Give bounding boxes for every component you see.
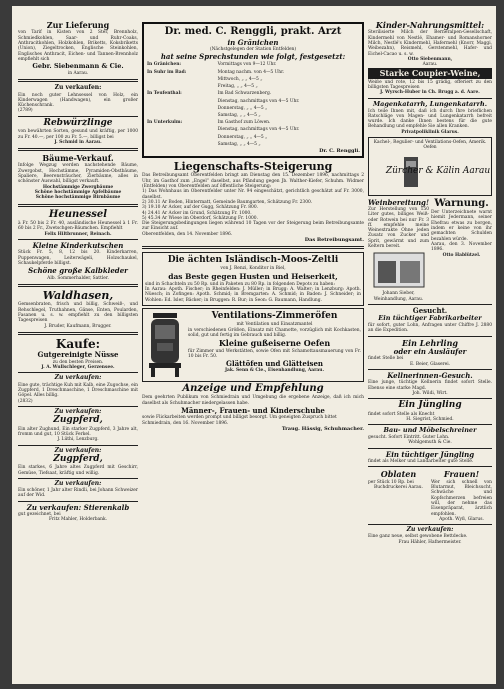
auction-items — [142, 189, 364, 221]
ad-text: sind in Schachteln zu 50 Rp. und in Paketen zu 80 Rp. in folgenden Depots zu haben: — [145, 281, 335, 287]
ad-text: Wer sich schnell von Blutarmut, Bleichsucht, Schwäche und Kopfschmerzen befreien will, der nehme das Eisenpräparat, ärztlich empfohlen. — [431, 479, 492, 517]
ad-title: Zu verkaufen: — [54, 407, 102, 415]
ad-sub: Schöne hochstämmige Apfelbäume — [34, 189, 122, 195]
ad-title: Zu verkaufen: — [54, 479, 102, 487]
ad-text: findet als Melker und Landarbeiter gute Stelle. — [368, 459, 474, 465]
ad-title: Ein tüchtiger Jüngling — [385, 449, 475, 459]
hours-row — [146, 126, 360, 133]
ad-name: H. Siegrist, Schmied. — [406, 417, 454, 422]
hours-time: Montag nachm. von 4—5 Uhr. — [217, 69, 285, 75]
ad-sub: von J. Renzi, Konditor in Biel, — [220, 266, 286, 272]
ad-text: Infolge Wegzug werden nachstehende Bäume, Zwergobst, Hochstämme, Pyramiden-Obstbäume, Spaliere, Beerensträucher, Zierbäume, alles in schönster Auswahl, billigst verkauft. — [18, 163, 138, 185]
ad-title: Die ächten Isländisch-Moos-Zeltli — [167, 255, 339, 266]
column-left — [18, 20, 138, 523]
ad-text: Gemsenbraten, frisch und billig, Schweiß-, und Rehschlegel, Truthahnen, Gänse, Enten, Poularden, Fasanen u. s. w. empfiehlt zu den billigsten Tagespreisen — [18, 302, 138, 324]
hours-row — [146, 69, 360, 76]
hours-time: Samstag, „ „ 4—5 „ — [217, 141, 261, 147]
ad-name: Apoth. Wyß, Glarus. — [439, 516, 484, 522]
doctor-hours-title: hat seine Sprechstunden wie folgt, festgesetzt: — [160, 52, 346, 62]
ad-text: von Tarif in Kisten von 2 Ster, Brennholz, Schmiedkohlen, Saar- und Ruhr-Coaks, Anthracitkohlen, Holzkohlen, Briketts, Koksbriketts (Union), Ziegeltrocken, Englische Steinkohlen, Englisches Anthracit, Eichen- und Tannen-Brennholz empfiehlt sich — [18, 30, 138, 62]
hours-place — [146, 98, 217, 105]
ad-title: Rebwürzlinge — [43, 117, 113, 128]
ad-title: Zu verkaufen: — [54, 374, 102, 382]
ad-date: Schmiedrain, den 16. November 1896. — [142, 420, 229, 426]
hours-place: In Teufenthal: — [147, 91, 182, 97]
ad-name: Otto Siebenmann, — [407, 56, 453, 62]
ad-title: Magenkatarrh, Lungenkatarrh. — [372, 99, 488, 108]
ad-name: Frau Hähler, Hafnermeister. — [398, 539, 462, 545]
ad-name: J. Bruder, Kaufmann, Brugger. — [44, 323, 112, 329]
ad-title: Oblaten — [380, 469, 417, 480]
ad-text: Sterilisierte Milch der Berneralpen-Gesellschaft, Kindermehl von Nestlé, Ehamer- und Romanshorner Milch, Nestlé's Kindermehl, Hafermehl (Knorr, Maggi, Weibezahn), Reismehl, Gerstenmehl, Hafer- und Eichel-Cacao u. s. w. — [368, 30, 492, 57]
press-icon — [372, 251, 426, 289]
hours-place — [146, 76, 217, 83]
ad-name: Privatpoliklinik Glarus. — [401, 129, 459, 135]
ad-title: Gesucht. — [412, 305, 448, 315]
auction-item: 2) 30.11 Ar Boden, Hintermatt, Gemeinde Baumgarten, Schätzung Fr. 2300. — [142, 199, 313, 205]
ad-text: Eine ganz neue, selbst gewobene Bettdecke. — [368, 534, 468, 540]
hours-place — [146, 134, 217, 141]
ad-name: J. A. Wullschleger, Gerzensee. — [41, 365, 115, 371]
ad-sub: Männer-, Frauen- und Kinderschuhe — [181, 405, 325, 415]
ad-name: J. Wyrsch-Huber in Ch. Brugg a. d. Aare. — [380, 90, 480, 96]
kachel-ad — [368, 137, 492, 196]
ad-title: Ein Lehrling — [402, 337, 458, 348]
hours-row — [146, 76, 360, 83]
hours-row — [146, 112, 360, 119]
ad-text: Ein schöner, 1 Jahr alter Rindli, bei Johann Schweizer auf der Wid. — [18, 488, 138, 499]
ad-title: Kachel-, Regulier- und Ventilations-Oefen, Amerik. Oefen — [373, 140, 487, 151]
ad-sub: mit Ventilation und Einsatzmantel — [236, 322, 313, 328]
ad-title: Waldhasen, — [42, 288, 114, 302]
ad-sign: Das Betreibungsamt. — [304, 237, 364, 244]
ad-firm: Gebr. Siebenmann & Cie. — [32, 62, 124, 71]
ad-title: Ein Jüngling — [398, 400, 462, 411]
ad-name: Alb. Sommerhalder, Sattler. — [47, 275, 109, 281]
hours-place — [146, 126, 217, 133]
ad-text: gesucht. Sofort Eintritt. Guter Lohn. — [368, 435, 450, 441]
ad-name: J. Schmid in Aarau. — [54, 139, 102, 145]
hours-table — [146, 61, 360, 147]
ad-name: E. Beier, Glaserei. — [409, 361, 451, 367]
ad-title: das Beste gegen Husten und Heiserkeit, — [168, 271, 338, 281]
hours-row — [146, 98, 360, 105]
ad-date: Aarau, den 3. November 1896. — [431, 241, 492, 253]
ad-sub: Schöne hochstämmige Birnbäume — [35, 195, 121, 201]
ad-title: Zur Lieferung — [46, 20, 110, 30]
hours-place — [146, 141, 217, 148]
ad-text: à Fr. 50 bis 2 Fr. 40, ausländische Heunessel à 1 Fr. 60 bis 2 Fr., Zwetschgen-Bäumchen. Empfiehlt — [18, 221, 138, 232]
hours-time: Donnerstag, „ „ 4—5 „ — [217, 105, 268, 111]
ad-text: Ein starkes, 6 Jahre altes Zugpferd mit Geschirr, Gemüse, Tiefsaat, kräftig und willig. — [18, 465, 138, 476]
ad-title: Kellnerinnen-Gesuch. — [387, 371, 473, 381]
doctor-name: Dr. med. C. Renggli, prakt. Arzt — [164, 26, 342, 37]
ad-title: Starke Coupier-Weine, — [368, 68, 492, 78]
ad-title: Zu verkaufen: — [54, 446, 102, 454]
ad-name: Felix Hiltbrunner, Reinach. — [44, 231, 112, 237]
hours-place — [146, 112, 217, 119]
stove-logo-icon — [385, 153, 491, 191]
auction-item: 4) 24.41 Ar Acker im Grund, Schätzung Fr. 1000. — [142, 210, 252, 216]
ad-title: Zu verkaufen: — [54, 84, 102, 92]
ad-text: Das Betreibungsamt Oberentfelden bringt am Dienstag den 15. Dezember 1896, nachmittags 2 Uhr, im Gasthof zum „Engel“ daselbst, aus Pfändung gegen Jb. Walther-Kiefer, Schuhm. Widmer (Entfelden) von Oberentfelden auf öffentliche Steigerung: — [142, 173, 364, 190]
hours-time: Im Bad Schwarzenberg. — [217, 91, 272, 97]
hours-row — [146, 119, 360, 126]
doctor-sub: (Nächstgelegen der Station Entfelden) — [209, 46, 297, 52]
ad-name: Johann Sieber, Weinhandlung, Aarau. — [373, 291, 424, 302]
ad-place: in Aarau. — [67, 70, 89, 76]
stove-icon — [145, 311, 185, 379]
newspaper-page — [12, 6, 496, 684]
hours-row — [146, 134, 360, 141]
hours-place: In Gränichen: — [147, 62, 182, 68]
ad-title: Bäume-Verkauf. — [42, 153, 114, 164]
ad-text: Eine gute, trächtige Kuh mit Kalb, eine Zugochse, ein Zugpferd, 1 Dreschmaschine, 1 Dreschmaschine mit Göpel. Alles billig. — [18, 382, 138, 399]
ad-text: Ich teile Ihnen mit, daß ich durch Ihre brieflichen Ratschläge von Magen- und Lungenkatarrh befreit wurde. Ich danke Ihnen bestens für die gute Behandlung und empfehle Sie allen Kranken. — [368, 108, 492, 130]
ad-name: J. Lüthi, Lenzburg. — [57, 437, 99, 443]
ad-title: Ventilations-Zimmeröfen — [211, 310, 338, 321]
ad-text: findet sofort Stelle als Knecht — [368, 411, 435, 417]
hours-place: In Unterkulm: — [147, 120, 183, 126]
auction-item: 5) 45.34 Ar Wiese im Oberdorf, Schätzung Fr. 1000. — [142, 215, 258, 221]
brand-text: Zürcher & Kälin Aarau — [385, 165, 491, 176]
column-right — [368, 20, 492, 545]
ad-sub: Zugpferd, — [53, 415, 103, 426]
ad-ref: (2832) — [18, 398, 33, 404]
ad-text: Der Unterzeichnete warnt hiemit Jedermann, seiner Ehefrau etwas zu borgen, indem er keine von ihr gemachten Schulden bezahlen würde. — [431, 210, 492, 242]
ad-name: Joh. Wildi, Wirt. — [412, 390, 448, 396]
ad-title: Frauen! — [443, 469, 480, 480]
ad-text: Ein noch guter Lehnsessel von Holz, ein Kinderwagen (Handwagen), ein großer Küchenschrank. — [18, 92, 138, 109]
ad-title: Zu verkaufen: Stierenkalb — [26, 502, 130, 512]
hours-row — [146, 90, 360, 97]
ad-text: für sofort, guter Lohn, Anfragen unter Chiffre J. 2880 an die Expedition. — [368, 323, 492, 334]
ad-depots: In Aarau: Apoth. Fischer; in Rheinfelden: J. Müller; in Brugg: A. Walter; in Lenzburg: Apoth. Nüesch; in Zofingen: Apoth. Schmid; in Bremgarten: A. Schmid; in Baden: J. Schneider; in Wohlen: Ed. Isler, Bäcker; in Bruggen: R. Bur; in Seon: G. Baumann, Handlung. — [145, 286, 361, 303]
doctor-sign: Dr. C. Renggli. — [319, 147, 360, 154]
hours-place — [146, 83, 217, 90]
hours-row — [146, 61, 360, 68]
hours-time: Samstag, „ „ 4—5 „ — [217, 112, 261, 118]
hours-time: Dienstag, nachmittags von 4—5 Uhr. — [217, 127, 300, 133]
ad-title: Liegenschafts-Steigerung — [173, 159, 333, 173]
ad-text: gut gezeichnet, bei — [18, 512, 61, 518]
hours-time: Mittwoch, „ „ 4—5 „ — [217, 76, 263, 82]
ad-sub: Glättöfen und Glätteisen — [225, 359, 324, 369]
ad-title: Anzeige und Empfehlung — [182, 382, 324, 394]
ad-text: von bewährten Sorten, gesund und kräftig, per 1000 zu Fr. 40.—, per 100 zu Fr. 5.—, billigst bei — [18, 129, 138, 140]
ad-text: Zur Herstellung von 150 Liter gutes, billiges Weiß- oder Rotwein bei nur Fr. 3 ff. empfehle meine Weinextrakte Ohne jeden Zusatz von Zucker und Sprit, gewärmt und zum Keltern bereit. — [368, 206, 430, 250]
doctor-ad — [142, 22, 364, 158]
hours-row — [146, 141, 360, 148]
ad-place: Aarau. — [422, 62, 438, 68]
ad-sub: Schöne große Kalbkleder — [28, 266, 128, 276]
ad-text: Weiße und rote, 12 bis 15 grädig, offeriert zu den billigsten Tagespreisen — [368, 79, 492, 91]
moos-ad — [142, 252, 364, 306]
ad-date: Oberentfelden, den 14. November 1896. — [142, 231, 233, 237]
ad-text: Stück Fr. 5, 8, 12 bis 20. Kinderkarren, Puppenwagen, Leiterwägeli, Holzschaukel, Schaukelpferde billigst. — [18, 250, 138, 266]
ad-sub: Zugpferd, — [53, 453, 103, 464]
ad-text: findet Stelle bei — [368, 356, 404, 362]
ad-text: für Zimmer und Werkstätten, sowie Ofen mit Schamottausmauerung von Fr. 10 bis Fr. 50. — [188, 348, 361, 359]
ad-text: Die Steigerungsbedingungen liegen während 10 Tagen vor der Steigerung beim Betreibungsamte zur Einsicht auf. — [142, 221, 364, 232]
doctor-place: in Gränichen — [227, 37, 279, 47]
hours-time: Donnerstag, „ „ 4—5 „ — [217, 134, 268, 140]
ad-ref: (2789) — [18, 108, 33, 114]
stove-ad — [142, 308, 364, 382]
ad-sub: Hochstämmige Zwergbäume — [42, 184, 114, 190]
hours-time: Dienstag, nachmittags von 4—5 Uhr. — [217, 98, 300, 104]
ad-text: Dem geehrten Publikum von Schmiedrain und Umgebung die ergebene Anzeige, daß ich mich daselbst als Schuhmacher niedergelassen habe. — [142, 395, 364, 406]
ad-name: Traug. Hässig, Schuhmacher. — [281, 425, 364, 432]
ad-name: Buchdruckerei Aarau. — [373, 485, 424, 491]
column-middle — [142, 20, 364, 432]
ad-text: sowie Flickarbeiten werden prompt und billigst besorgt. Um geneigten Zuspruch bittet — [142, 415, 337, 421]
ad-title: Weinbereitung! — [368, 197, 430, 207]
ad-name: Jak. Senn & Cie., Eisenhandlung, Aarau. — [224, 368, 324, 374]
ad-name: Wohlgemuth & Cie. — [408, 440, 452, 446]
ad-name: Otto Hablützel. — [442, 252, 481, 258]
hours-time: Im Gasthof zum Löwen. — [217, 120, 271, 126]
hours-time: Freitag, „ „ 4—5 „ — [217, 84, 258, 90]
ad-name: Fritz Mahler, Holderbank. — [48, 517, 108, 523]
ad-title: Warnung. — [434, 197, 489, 209]
hours-place: In Suhr im Bad: — [147, 69, 187, 75]
hours-place — [146, 105, 217, 112]
ad-sub: oder ein Ausläufer — [393, 347, 467, 357]
ad-title: Kinder-Nahrungsmittel: — [375, 20, 485, 30]
ad-sub: Gutgereinigte Nüsse — [37, 350, 119, 360]
ad-title: Zu verkaufen: — [406, 526, 454, 534]
ad-text: per Stück 10 Rp. bei — [368, 479, 414, 485]
hours-row — [146, 83, 360, 90]
ad-text: Ein alter Zughund, Ein starker Zugpferd, 3 Jahre alt, fromm und gut, 10 Stück Ferkel. — [18, 426, 138, 437]
ad-title: Kaufe: — [55, 336, 101, 351]
hours-row — [146, 105, 360, 112]
ad-text: Eine junge, tüchtige Kellnerin findet sofort Stelle. Ebenso eine starke Magd. — [368, 380, 492, 391]
ad-sub: Kleine gußeiserne Oefen — [218, 338, 331, 349]
ad-title: Heunessel — [48, 208, 108, 220]
auction-item: 3) 19.10 Ar Acker, auf der Gugg, Schätzung Fr. 800. — [142, 205, 259, 211]
ad-title: Kleine Kinderkutschen — [32, 240, 124, 250]
ad-text: in verschiedenen Größen, Einsatz mit Chamotte, vorzüglich mit Kochkasten, solid, gut und fertig im Gebrauch und billig. — [188, 327, 361, 338]
ad-sub: Ein tüchtiger Fabrikarbeiter — [378, 314, 482, 323]
hours-time: Vormittags von 9—12 Uhr. — [217, 62, 277, 68]
ad-title: Bau- und Möbelschreiner — [383, 426, 477, 435]
auction-item: 1) Das Wohnhaus im Oberentfelder unter Nr. 94 eingeschätzt, gerichtlich geschätzt auf Fr. 3000, daselbst. — [142, 189, 364, 200]
ad-text: zu den besten Preisen. — [52, 359, 104, 365]
